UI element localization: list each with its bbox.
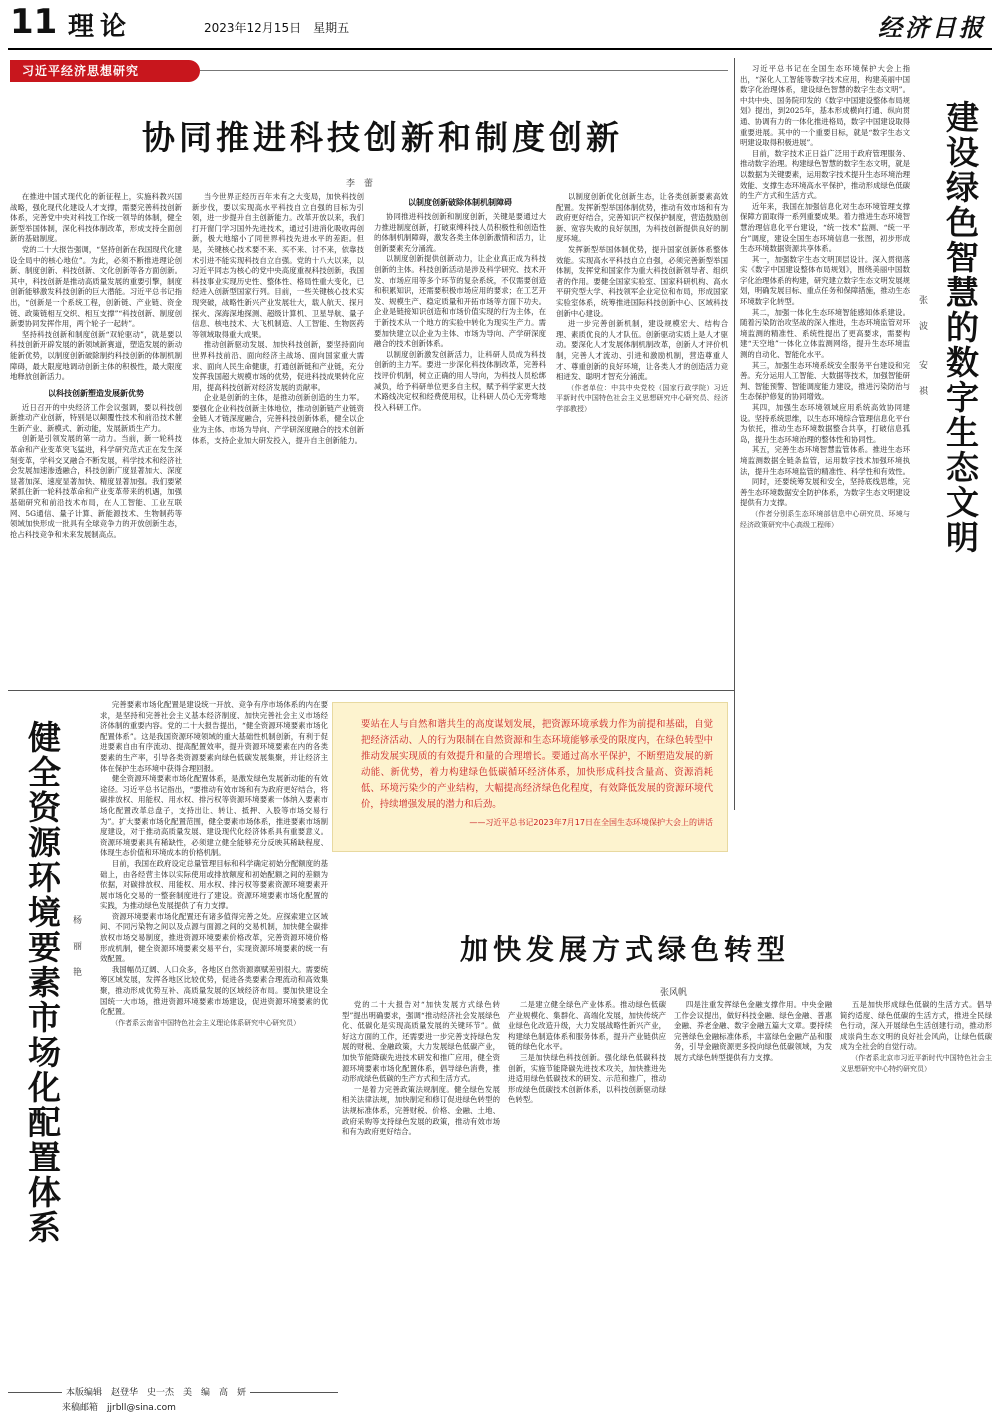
paragraph: 二是建立健全绿色产业体系。推动绿色低碳产业规模化、集群化、高端化发展，加快传统产业绿色化改造升级，大力发展战略性新兴产业，构建绿色制造体系和服务体系，提升产业链供应链的绿色化水平。 (508, 1000, 666, 1052)
paragraph: 资源环境要素市场化配置还有诸多值得完善之处。应探索建立区域间、不同污染物之间以及点源与面源之间的交易机制，加快健全碳排放权市场交易制度，推进资源环境要素价格改革，完善资源环境价格形成机制，健全资源环境要素交易平台，实现资源环境要素的统一有效配置。 (100, 911, 328, 964)
issue-date: 2023年12月15日 星期五 (204, 21, 350, 35)
article1-col3 (374, 192, 546, 685)
page-number: 11 (10, 2, 58, 42)
article3-body (100, 700, 328, 1390)
quote-box (332, 702, 728, 852)
column-divider (734, 58, 735, 810)
article1-title: 协同推进科技创新和制度创新 (142, 118, 623, 157)
column-tag-label: 习近平经济思想研究 (22, 64, 140, 78)
article4-col3 (674, 1000, 832, 1390)
paragraph: 健全资源环境要素市场化配置体系，是激发绿色发展新动能的有效途径。习近平总书记指出，“要推动有效市场和有为政府更好结合，将碳排放权、用能权、用水权、排污权等资源环境要素一体纳入要素市场化配置改革总盘子，支持出让、转让、抵押、入股等市场交易行为”。扩大要素市场化配置范围，健全要素市场体系，推进要素市场制度建设，对于推动高质量发展、建设现代化经济体系具有重要意义。资源环境要素具有稀缺性，必须建立健全能够充分反映其稀缺程度、体现生态价值和环境成本的价格机制。 (100, 774, 328, 858)
article2-author: 张 波 安 祺 (917, 295, 927, 399)
paragraph: 企业是创新的主体，是推动创新创造的生力军。要强化企业科技创新主体地位，推动创新链产业链资金链人才链深度融合，完善科技创新体系，健全以企业为主体、市场为导向、产学研深度融合的技术创新体系，支持企业加大研发投入，提升自主创新能力。 (192, 393, 364, 445)
paragraph: 发挥新型举国体制优势，提升国家创新体系整体效能。实现高水平科技自立自强，必须完善新型举国体制，发挥党和国家作为重大科技创新领导者、组织者的作用。要健全国家实验室、国家科研机构、高水平研究型大学、科技领军企业定位和布局，形成国家实验室体系，统筹推进国际科技创新中心、区域科技创新中心建设。 (556, 244, 728, 318)
article1-col4 (556, 192, 728, 685)
paragraph: 以制度创新提供创新动力，让企业真正成为科技创新的主体。科技创新活动是涉及科学研究、技术开发、市场应用等多个环节的复杂系统，不仅需要创造和积累知识，还需要积极市场应用的要求；在工艺开发、规模生产、稳定质量和开拓市场等方面下功夫。企业是链接知识创造和市场价值实现的行为主体，在于新技术从一个地方的实验中转化为现实生产力。需要加快建立以企业为主体、市场为导向、产学研深度融合的技术创新体系。 (374, 254, 546, 349)
paragraph: 创新是引领发展的第一动力。当前，新一轮科技革命和产业变革突飞猛进，科学研究范式正在发生深刻变革，学科交叉融合不断发展，科学技术和经济社会发展加速渗透融合，科技创新广度显著加大、深度显著加深、速度显著加快、精度显著加强。我们要紧紧抓住新一轮科技革命和产业变革带来的机遇，加强基础研究和前沿技术布局，在人工智能、工业互联网、5G通信、量子计算、新能源技术、生物制药等领域加快形成一批具有全球竞争力的开放创新生态，抢占科技竞争和未来发展制高点。 (10, 434, 182, 539)
subhead: 以制度创新破除体制机制障碍 (408, 198, 512, 207)
paragraph: 近日召开的中央经济工作会议强调，要以科技创新推动产业创新，特别是以颠覆性技术和前沿技术催生新产业、新模式、新动能，发展新质生产力。 (10, 402, 182, 433)
section-name: 理论 (68, 12, 133, 42)
paragraph: 党的二十大报告强调，“坚持创新在我国现代化建设全局中的核心地位”。为此，必须不断推进理论创新、制度创新、科技创新、文化创新等各方面创新。其中，科技创新是推动高质量发展的重要引擎，制度创新能够激发科技创新的巨大潜能。习近平总书记指出，“创新是一个系统工程，创新链、产业链、资金链、政策链相互交织、相互支撑”“科技创新、制度创新要协同发挥作用，两个轮子一起转”。 (10, 244, 182, 329)
paragraph: 以制度创新激发创新活力，让科研人员成为科技创新的主力军。要进一步深化科技体制改革，完善科技评价机制，树立正确的用人导向，为科技人员松绑减负，给予科研单位更多自主权，赋予科学家更大技术路线决定权和经费使用权，让科研人员心无旁骛地投入科研工作。 (374, 349, 546, 412)
paragraph: 以制度创新优化创新生态，让各类创新要素高效配置。发挥新型举国体制优势，推动有效市场和有为政府更好结合，完善知识产权保护制度，营造鼓励创新、宽容失败的良好氛围，为科技创新提供良好的制度环境。 (556, 192, 728, 244)
paragraph: 近年来，我国在加强信息化对生态环境管理支撑保障方面取得一系列重要成果。着力推进生态环境智慧治理信息化平台建设，“统一技术”监测、“统一平台”调度，建设全国生态环境信息一张图，初步形成生态环境数据资源共享体系。 (740, 201, 910, 254)
paragraph: 其二，加强一体化生态环境智能感知体系建设。随着污染防治攻坚战的深入推进，生态环境监管对环境监测的精准性、系统性提出了更高要求，需要构建“天空地”一体化立体监测网络，提升生态环境监测的自动化、智能化水平。 (740, 307, 910, 360)
paragraph: 其五，完善生态环境智慧监管体系。推进生态环境监测数据全链条监管，运用数字技术加强环境执法，提升生态环境监管的精准性、科学性和有效性。 (740, 445, 910, 476)
article1-top-line (200, 70, 728, 71)
article2-body (740, 64, 910, 806)
paragraph: 习近平总书记在全国生态环境保护大会上指出，“深化人工智能等数字技术应用，构建美丽中国数字化治理体系，建设绿色智慧的数字生态文明”。中共中央、国务院印发的《数字中国建设整体布局规划》提出，到2025年，基本形成横向打通、纵向贯通、协调有力的一体化推进格局，数字中国建设取得重要进展。其中的一个重要目标，就是“数字生态文明建设取得积极进展”。 (740, 64, 910, 148)
paragraph: 目前，我国在政府设定总量管理目标和科学确定初始分配额度的基础上，由各经营主体以实际使用或排放额度和初始配额之间的差额为依据，对碳排放权、用能权、用水权、排污权等要素资源环境要素开展市场化交易的一整套制度进行了建设。资源环境要素市场化配置的实践，为推动绿色发展提供了有力支撑。 (100, 858, 328, 911)
paragraph: 五是加快形成绿色低碳的生活方式。倡导简约适度、绿色低碳的生活方式，推进全民绿色行动，深入开展绿色生活创建行动，推动形成崇尚生态文明的良好社会风尚，让绿色低碳成为全社会的自觉行动。 (840, 1000, 992, 1052)
article4-col1 (342, 1000, 500, 1390)
article1-author: 李 蕾 (346, 179, 374, 189)
footer-editors: 本版编辑 赵登华 史一杰 美 编 高 妍 (62, 1385, 250, 1398)
article4-col2 (508, 1000, 666, 1390)
article1-col1 (10, 192, 182, 685)
paragraph: 其一，加强数字生态文明顶层设计。深入贯彻落实《数字中国建设整体布局规划》，围绕美丽中国数字化治理体系的构建，研究建立数字生态文明发展规划，明确发展目标、重点任务和保障措施，推动生态环境数字化转型。 (740, 254, 910, 307)
article2-title: 建设绿色智慧的数字生态文明 (941, 100, 980, 555)
paragraph: 协同推进科技创新和制度创新，关键是要通过大力推进制度创新，打破束缚科技人员积极性和创造性的体制机制障碍，激发各类主体创新激情和活力，让创新要素充分涌流。 (374, 212, 546, 253)
column-tag (10, 60, 200, 82)
article4-col4 (840, 1000, 992, 1390)
paragraph: 四是注重发挥绿色金融支撑作用。中央金融工作会议提出，做好科技金融、绿色金融、普惠金融、养老金融、数字金融五篇大文章。要持续完善绿色金融标准体系，丰富绿色金融产品和服务，引导金融资源更多投向绿色低碳领域，为发展方式绿色转型提供有力支撑。 (674, 1000, 832, 1062)
header-rule (8, 48, 992, 50)
paragraph: 一是着力完善政策法规制度。健全绿色发展相关法律法规，加快制定和修订促进绿色转型的法规标准体系，完善财税、价格、金融、土地、政府采购等支持绿色发展的政策，推动有效市场和有为政府更好结合。 (342, 1084, 500, 1137)
paragraph: 推动创新驱动发展、加快科技创新，要坚持面向世界科技前沿、面向经济主战场、面向国家重大需求、面向人民生命健康，打通创新链和产业链，充分发挥我国超大规模市场的优势，促进科技成果转化应用，提高科技创新对经济发展的贡献率。 (192, 340, 364, 392)
page-header (8, 2, 992, 48)
paragraph: 其三，加强生态环境系统安全服务平台建设和完善。充分运用人工智能、大数据等技术，加强智能研判、智能预警、智能调度能力建设，推进污染防治与生态保护修复的协同增效。 (740, 360, 910, 402)
paragraph: 完善要素市场化配置是建设统一开放、竞争有序市场体系的内在要求，是坚持和完善社会主义基本经济制度、加快完善社会主义市场经济体制的重要内容。党的二十大报告提出，“健全资源环境要素市场化配置体系”。这是我国资源环境领域的重大基础性机制创新，有利于促进要素自由有序流动、提高配置效率，提升资源环境要素在内的各类要素的生产率，引导各类资源要素向绿色低碳发展集聚，并让经济主体在保护生态环境中获得合理回报。 (100, 700, 328, 773)
paragraph: 其四，加强生态环境领域应用系统高效协同建设。坚持系统思维，以生态环境综合管理信息化平台为依托，推动生态环境数据整合共享，打破信息孤岛，提升生态环境治理的整体性和协同性。 (740, 403, 910, 444)
paragraph: 当今世界正经历百年未有之大变局，加快科技创新步伐，要以实现高水平科技自立自强的目标为引领，进一步提升自主创新能力。改革开放以来，我们打开窗门学习国外先进技术，通过引进消化吸收再创新，极大地缩小了同世界科技先进水平的差距。但是，关键核心技术要不来、买不来、讨不来，依靠技术引进不能实现科技自立自强。党的十八大以来，以习近平同志为核心的党中央高度重视科技创新，我国科技事业实现历史性、整体性、格局性重大变化，已经进入创新型国家行列。目前，一些关键核心技术实现突破，战略性新兴产业发展壮大，载人航天、探月探火、深海深地探测、超级计算机、卫星导航、量子信息、核电技术、大飞机制造、人工智能、生物医药等领域取得重大成果。 (192, 192, 364, 339)
quote-source: ——习近平总书记2023年7月17日在全国生态环境保护大会上的讲话 (469, 818, 713, 827)
paragraph: 同时，还要统筹发展和安全，坚持底线思维，完善生态环境数据安全防护体系，为数字生态文明建设提供有力支撑。 (740, 477, 910, 508)
paragraph: 坚持科技创新和制度创新“双轮驱动”，就是要以科技创新开辟发展的新领域新赛道，塑造发展的新动能新优势，以制度创新破除制约科技创新的体制机制障碍，最大限度地调动创新主体的积极性，最大限度地释放创新活力。 (10, 329, 182, 382)
article3-title: 健全资源环境要素市场化配置体系 (23, 720, 62, 1245)
paragraph: 进一步完善创新机制，建设规模宏大、结构合理、素质优良的人才队伍。创新驱动实质上是人才驱动。要深化人才发展体制机制改革，创新人才评价机制，完善人才流动、引进和激励机制，营造尊重人才、尊重创新的良好环境，让各类人才的创造活力竞相迸发、聪明才智充分涌流。 (556, 319, 728, 382)
footer-email: 来稿邮箱 jjrbll@sina.com (62, 1403, 176, 1413)
paragraph: 党的二十大报告对“加快发展方式绿色转型”提出明确要求，强调“推动经济社会发展绿色化、低碳化是实现高质量发展的关键环节”。做好这方面的工作，还需要进一步完善支持绿色发展的财税、金融政策，大力发展绿色低碳产业，加快节能降碳先进技术研发和推广应用，健全资源环境要素市场化配置体系，倡导绿色消费，推动形成绿色低碳的生产方式和生活方式。 (342, 1000, 500, 1084)
paragraph: 在推进中国式现代化的新征程上，实施科教兴国战略，强化现代化建设人才支撑，需要完善科技创新体系，完善党中央对科技工作统一领导的体制，健全新型举国体制，深化科技体制改革，形成支持全面创新的基础制度。 (10, 192, 182, 244)
article1-footnote: （作者单位：中共中央党校（国家行政学院）习近平新时代中国特色社会主义思想研究中心研究员、经济学部教授） (556, 383, 728, 413)
paragraph: 目前，数字技术正日益广泛用于政府管理服务、推动数字治理。构建绿色智慧的数字生态文明，就是以数据为关键要素，运用数字技术提升生态环境治理效能、支撑生态环境高水平保护，推动形成绿色低碳的生产方式和生活方式。 (740, 148, 910, 201)
newspaper-logo: 经济日报 (878, 13, 986, 42)
article3-author: 杨 丽 艳 (71, 915, 81, 980)
article3-footnote: （作者系云南省中国特色社会主义理论体系研究中心研究员） (111, 1018, 301, 1027)
article4-title: 加快发展方式绿色转型 (460, 933, 791, 966)
article1-col2 (192, 192, 364, 685)
quote-text: 要站在人与自然和谐共生的高度谋划发展，把资源环境承载力作为前提和基础，自觉把经济活动、人的行为限制在自然资源和生态环境能够承受的限度内，在绿色转型中推动发展实现质的有效提升和量的合理增长。要通过高水平保护，不断塑造发展的新动能、新优势，着力构建绿色低碳循环经济体系，加快形成科技含量高、资源消耗低、环境污染少的产业结构，大幅提高经济绿色化程度，有效降低发展的资源环境代价，持续增强发展的潜力和后劲。 (361, 719, 713, 810)
article4-footnote: （作者系北京市习近平新时代中国特色社会主义思想研究中心特约研究员） (840, 1053, 992, 1073)
subhead: 以科技创新塑造发展新优势 (48, 388, 144, 398)
section-divider (8, 690, 734, 691)
article4-author: 张风帆 (660, 988, 688, 998)
paragraph: 三是加快绿色科技创新。强化绿色低碳科技创新，实施节能降碳先进技术攻关，加快推进先进适用绿色低碳技术的研发、示范和推广，推动形成绿色低碳技术创新体系，以科技创新驱动绿色转型。 (508, 1052, 666, 1105)
paragraph: 我国幅员辽阔、人口众多，各地区自然资源禀赋差别很大。需要统筹区域发展，发挥各地区比较优势，促进各类要素合理流动和高效集聚，推动形成优势互补、高质量发展的区域经济布局。要加快建设全国统一大市场，推进资源环境要素市场建设，促进资源环境要素的优化配置。 (100, 964, 328, 1017)
article2-footnote: （作者分别系生态环境部信息中心研究员、环境与经济政策研究中心高级工程师） (740, 509, 910, 529)
